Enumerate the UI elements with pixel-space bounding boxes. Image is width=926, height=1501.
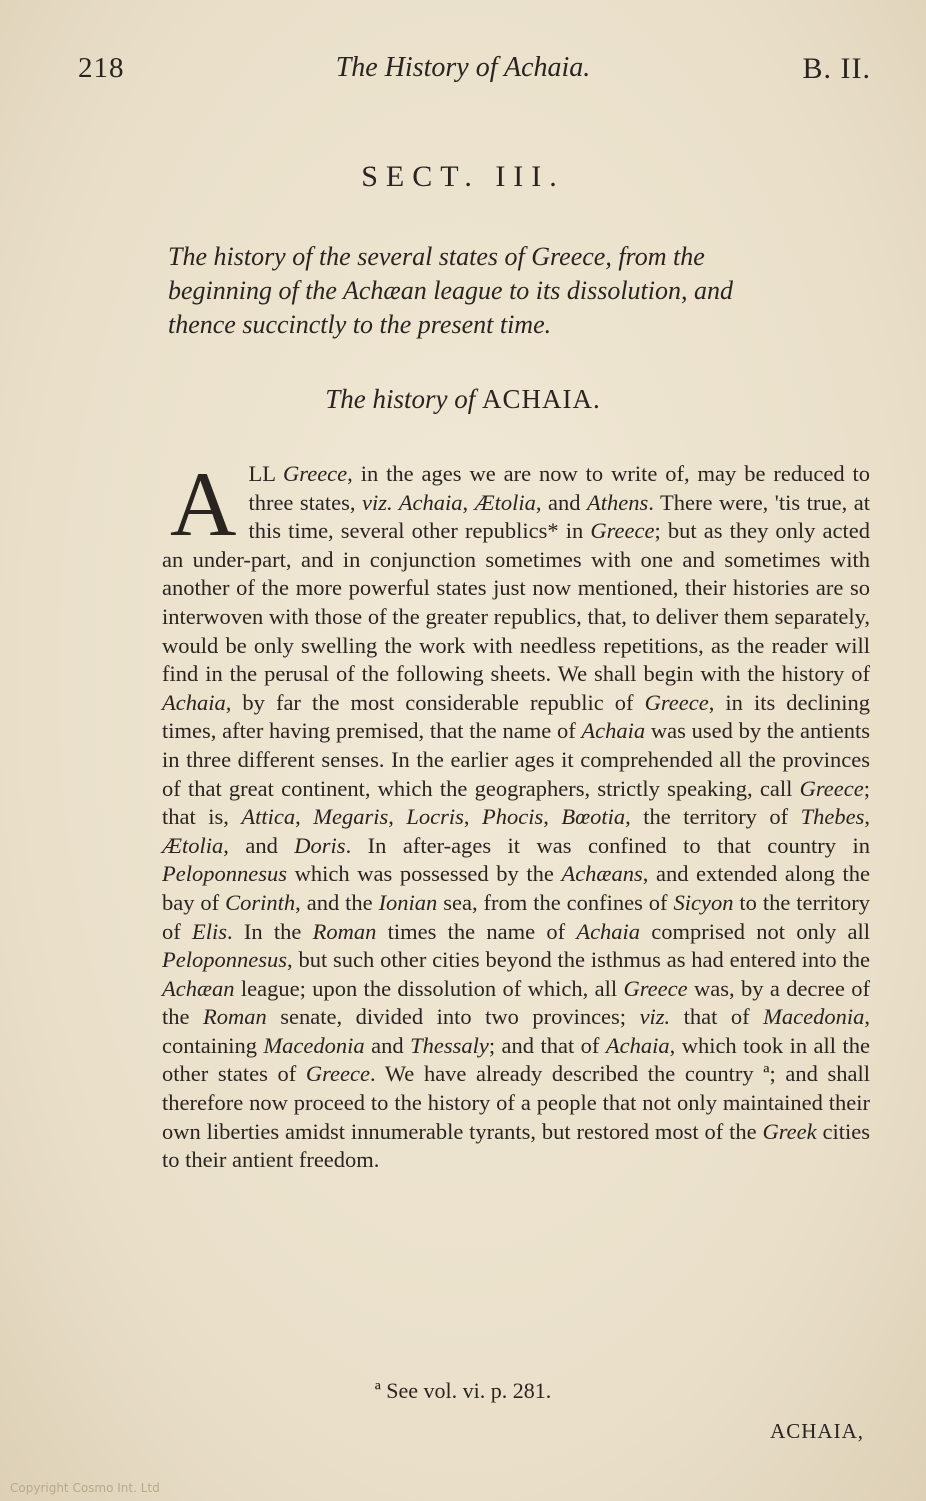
italic-term: Locris [406,804,464,830]
italic-term: Greece [799,775,864,801]
italic-term: Greece [283,461,348,486]
italic-term: Peloponnesus [162,947,287,973]
italic-term: Achaia [162,689,226,715]
italic-term: Megaris [313,804,389,830]
body-text-run: and [364,1032,411,1058]
italic-term: Achaia [576,918,641,944]
body-text-run: . There were, 'tis true, at this time, several other republics* in [248,489,870,544]
italic-term: Thessaly [410,1032,489,1058]
body-text-run: was used by the antients in three different senses. In the earlier ages it comprehended all the provinces of that great continent, which the geographers, strictly speaking, call [162,718,870,801]
history-heading-prefix: The history of [325,384,476,414]
body-text-run: , which took in all the other states of [162,1032,870,1087]
italic-term: Macedonia [263,1032,365,1058]
body-text-run: that of [670,1004,764,1030]
body-text-run: which was possessed by the [286,861,562,887]
history-heading [0,384,926,415]
italic-term: viz. [639,1004,671,1030]
body-text-run: . In the [227,918,313,944]
italic-term: viz. Achaia [362,489,463,515]
body-text-run: cities to their antient freedom. [162,1118,870,1173]
running-head [0,52,926,92]
drop-cap: A [170,453,237,555]
section-subtitle [168,240,868,342]
history-heading-name: ACHAIA. [482,384,601,414]
book-marker: B. II. [802,52,871,85]
italic-term: Greece [623,975,688,1001]
italic-term: Greek [762,1118,817,1144]
italic-term: Ætolia [162,832,224,858]
body-text-run: , by far the most considerable republic of [225,689,645,715]
italic-term: Peloponnesus [162,861,287,887]
body-text-run: , and [535,489,588,515]
body-text-run: , and extended along the bay of [162,861,870,915]
running-title: The History of Achaia. [335,52,591,83]
subtitle-line: thence succinctly to the present time. [168,310,552,339]
italic-term: Elis [192,918,228,944]
body-text-run: , [388,804,407,830]
body-text-run: , and the [295,889,379,915]
body-text-run: to the territory of [162,889,870,944]
italic-term: Doris [294,832,346,858]
italic-term: Achæan [162,975,235,1001]
body-text-run: , in its declining times, after having premised, that the name of [162,689,870,744]
body-text-run: LL [248,461,284,486]
body-text-run: . In after-ages it was confined to that country in [345,832,870,858]
body-text-run: ; that is, [162,775,870,830]
italic-term: Ionian [378,889,438,915]
body-text [162,453,871,1175]
italic-term: Greece [590,518,655,544]
body-text-run: was, by a decree of the [162,975,870,1030]
body-text-run: , [864,804,871,830]
italic-term: Attica [241,804,296,830]
italic-term: Ætolia [474,489,536,515]
body-text-run: . We have already described the country ª; and shall therefore now proceed to the history of a people that not only maintained their own liberties amidst innumerable tyrants, but restored most of the [162,1061,870,1144]
body-text-run: , [463,804,482,830]
body-text-run: , [462,489,475,515]
italic-term: Macedonia [763,1004,865,1030]
page-number: 218 [78,52,125,84]
italic-term: Phocis [481,804,544,830]
footnote: ª See vol. vi. p. 281. [374,1378,552,1403]
italic-term: Greece [644,689,709,715]
italic-term: Corinth [225,889,296,915]
body-text-run: ; and that of [488,1032,606,1058]
italic-term: Sicyon [673,889,734,915]
catchword: ACHAIA, [770,1419,864,1443]
subtitle-line: The history of the several states of Greece, from the [168,242,705,271]
italic-term: Achæans [561,861,643,887]
subtitle-line: beginning of the Achæan league to its dissolution, and [168,276,733,305]
body-text-run: , in the ages we are now to write of, may be reduced to three states, [248,461,870,515]
body-text-run: times the name of [376,918,577,944]
body-paragraph [162,453,871,1173]
body-text-run: ; but as they only acted an under-part, and in conjunction sometimes with one and sometimes with another of the more powerful states just now mentioned, their histories are so interwoven with those of the greater republics, that, to deliver them separately, would be only swelling the work with needless repetitions, as the reader will find in the perusal of the following sheets. We shall begin with the history of [162,518,870,687]
italic-term: Thebes [800,804,865,830]
italic-term: Roman [312,918,377,944]
italic-term: Roman [203,1004,267,1030]
body-text-run: , but such other cities beyond the isthmus as had entered into the [286,947,870,973]
body-text-run: league; upon the dissolution of which, all [234,975,624,1001]
body-text-run: senate, divided into two provinces; [266,1004,640,1030]
section-heading: SECT. III. [361,160,565,193]
italic-term: Athens [587,489,649,515]
italic-term: Bœotia [561,804,626,830]
italic-term: Greece [305,1061,371,1087]
body-text-run: , [543,804,562,830]
body-text-run: , containing [162,1004,871,1058]
body-text-run: , [295,804,314,830]
body-text-run: , and [223,832,295,858]
body-text-run: sea, from the confines of [437,889,674,915]
body-text-run: , the territory of [625,804,801,830]
italic-term: Achaia [581,718,646,744]
copyright-notice: Copyright Cosmo Int. Ltd [10,1481,160,1495]
body-text-run: comprised not only all [640,918,871,944]
italic-term: Achaia [605,1032,670,1058]
